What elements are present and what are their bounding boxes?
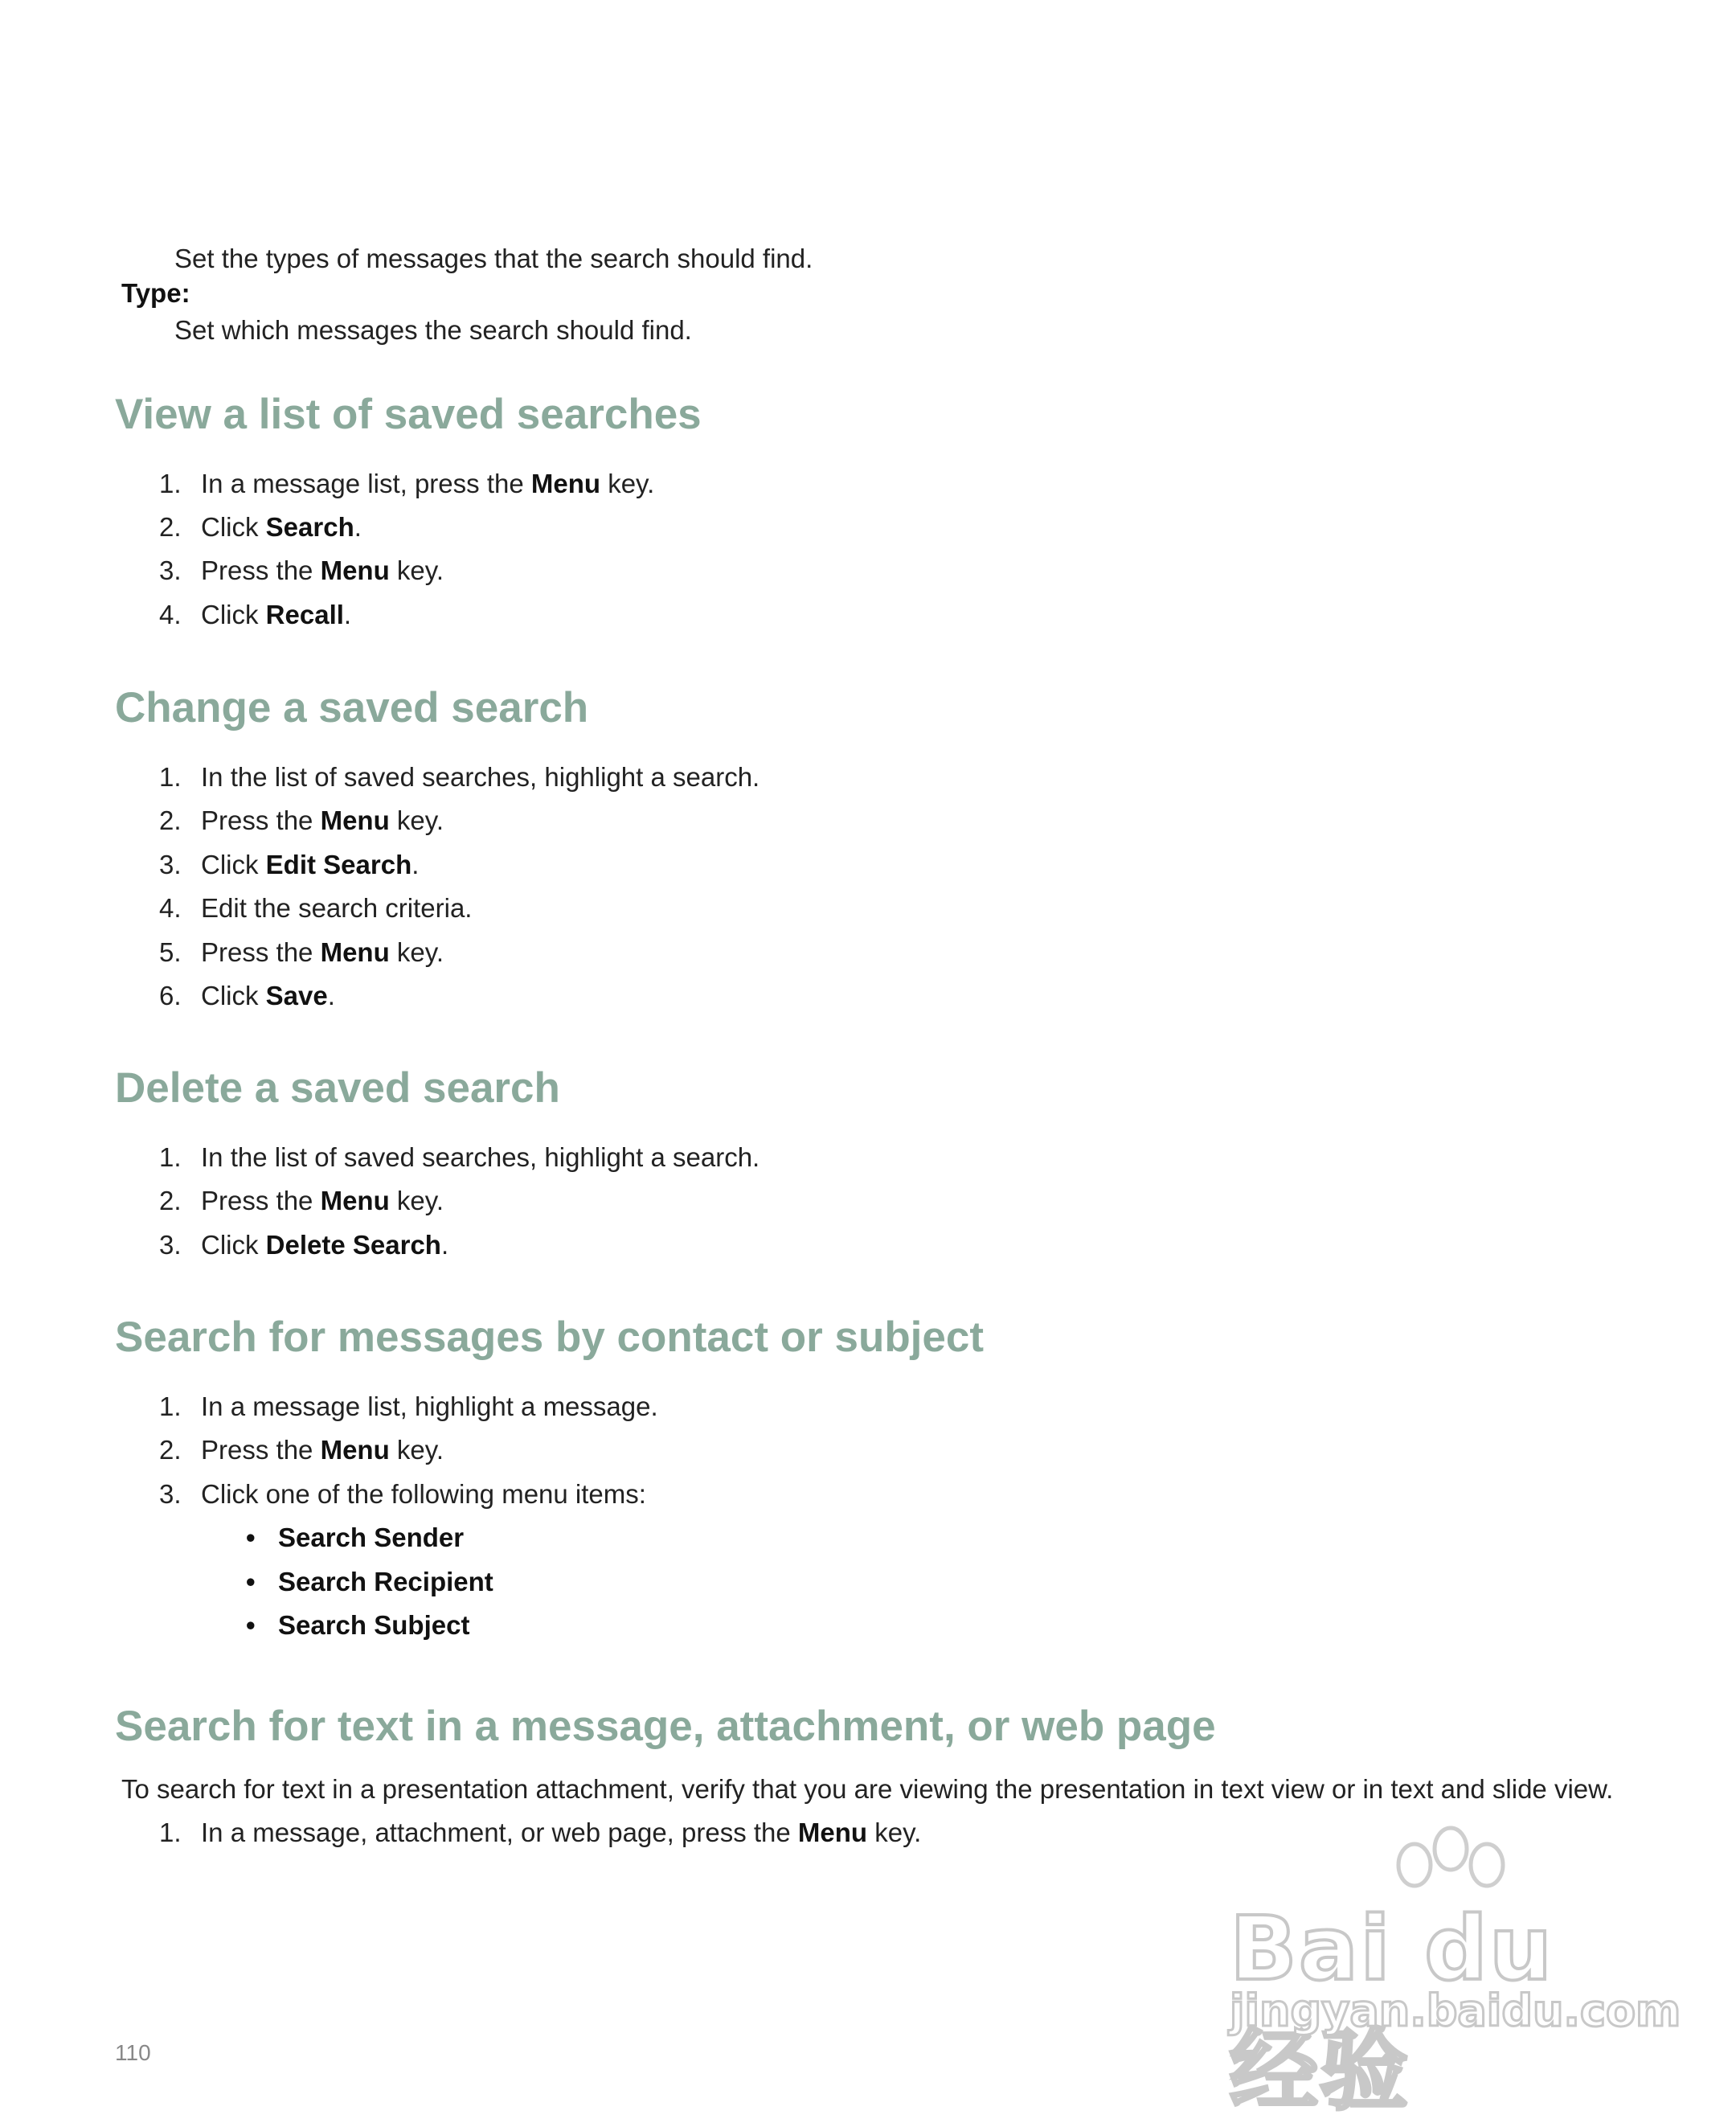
- bullet-item: • Search Sender: [246, 1523, 465, 1552]
- list-item: 6. Click Save.: [159, 981, 335, 1010]
- intro-line-2: Set which messages the search should find.: [174, 315, 692, 345]
- baidu-watermark: [1230, 1825, 1681, 2122]
- search-text-intro: To search for text in a presentation attachment, verify that you are viewing the presentation in text view or in text and slide view.: [121, 1774, 1614, 1804]
- list-item: 3. Click Edit Search.: [159, 850, 420, 879]
- list-item: 4. Edit the search criteria.: [159, 893, 473, 923]
- bullet-item: • Search Recipient: [246, 1567, 493, 1596]
- heading-search-text: Search for text in a message, attachment, or web page: [115, 1703, 1216, 1750]
- watermark-url: jingyan.baidu.com: [1230, 1986, 1681, 2036]
- heading-change-saved-search: Change a saved search: [115, 684, 589, 732]
- list-item: 1. In the list of saved searches, highlight a search.: [159, 762, 760, 792]
- list-item: 4. Click Recall.: [159, 600, 352, 629]
- list-item: 2. Click Search.: [159, 512, 362, 542]
- list-item: 1. In a message, attachment, or web page, press the Menu key.: [159, 1818, 922, 1847]
- list-item: 3. Click Delete Search.: [159, 1230, 449, 1260]
- page-number: 110: [115, 2040, 151, 2065]
- heading-delete-saved-search: Delete a saved search: [115, 1064, 560, 1112]
- list-item: 5. Press the Menu key.: [159, 937, 444, 967]
- list-item: 1. In a message list, highlight a message.: [159, 1391, 658, 1421]
- list-item: 1. In the list of saved searches, highlight a search.: [159, 1142, 760, 1172]
- type-label: Type:: [121, 278, 190, 308]
- list-item: 2. Press the Menu key.: [159, 1186, 444, 1215]
- intro-line-1: Set the types of messages that the search should find.: [174, 244, 813, 273]
- heading-search-by-contact: Search for messages by contact or subject: [115, 1313, 985, 1361]
- list-item: 2. Press the Menu key.: [159, 1435, 444, 1465]
- list-item: 1. In a message list, press the Menu key.: [159, 469, 655, 498]
- heading-view-saved-searches: View a list of saved searches: [115, 391, 702, 438]
- watermark-logo-text: Bai du 经验: [1230, 1897, 1554, 2122]
- list-item: 3. Click one of the following menu items:: [159, 1479, 646, 1509]
- list-item: 3. Press the Menu key.: [159, 555, 444, 585]
- list-item: 2. Press the Menu key.: [159, 805, 444, 835]
- bullet-item: • Search Subject: [246, 1610, 470, 1640]
